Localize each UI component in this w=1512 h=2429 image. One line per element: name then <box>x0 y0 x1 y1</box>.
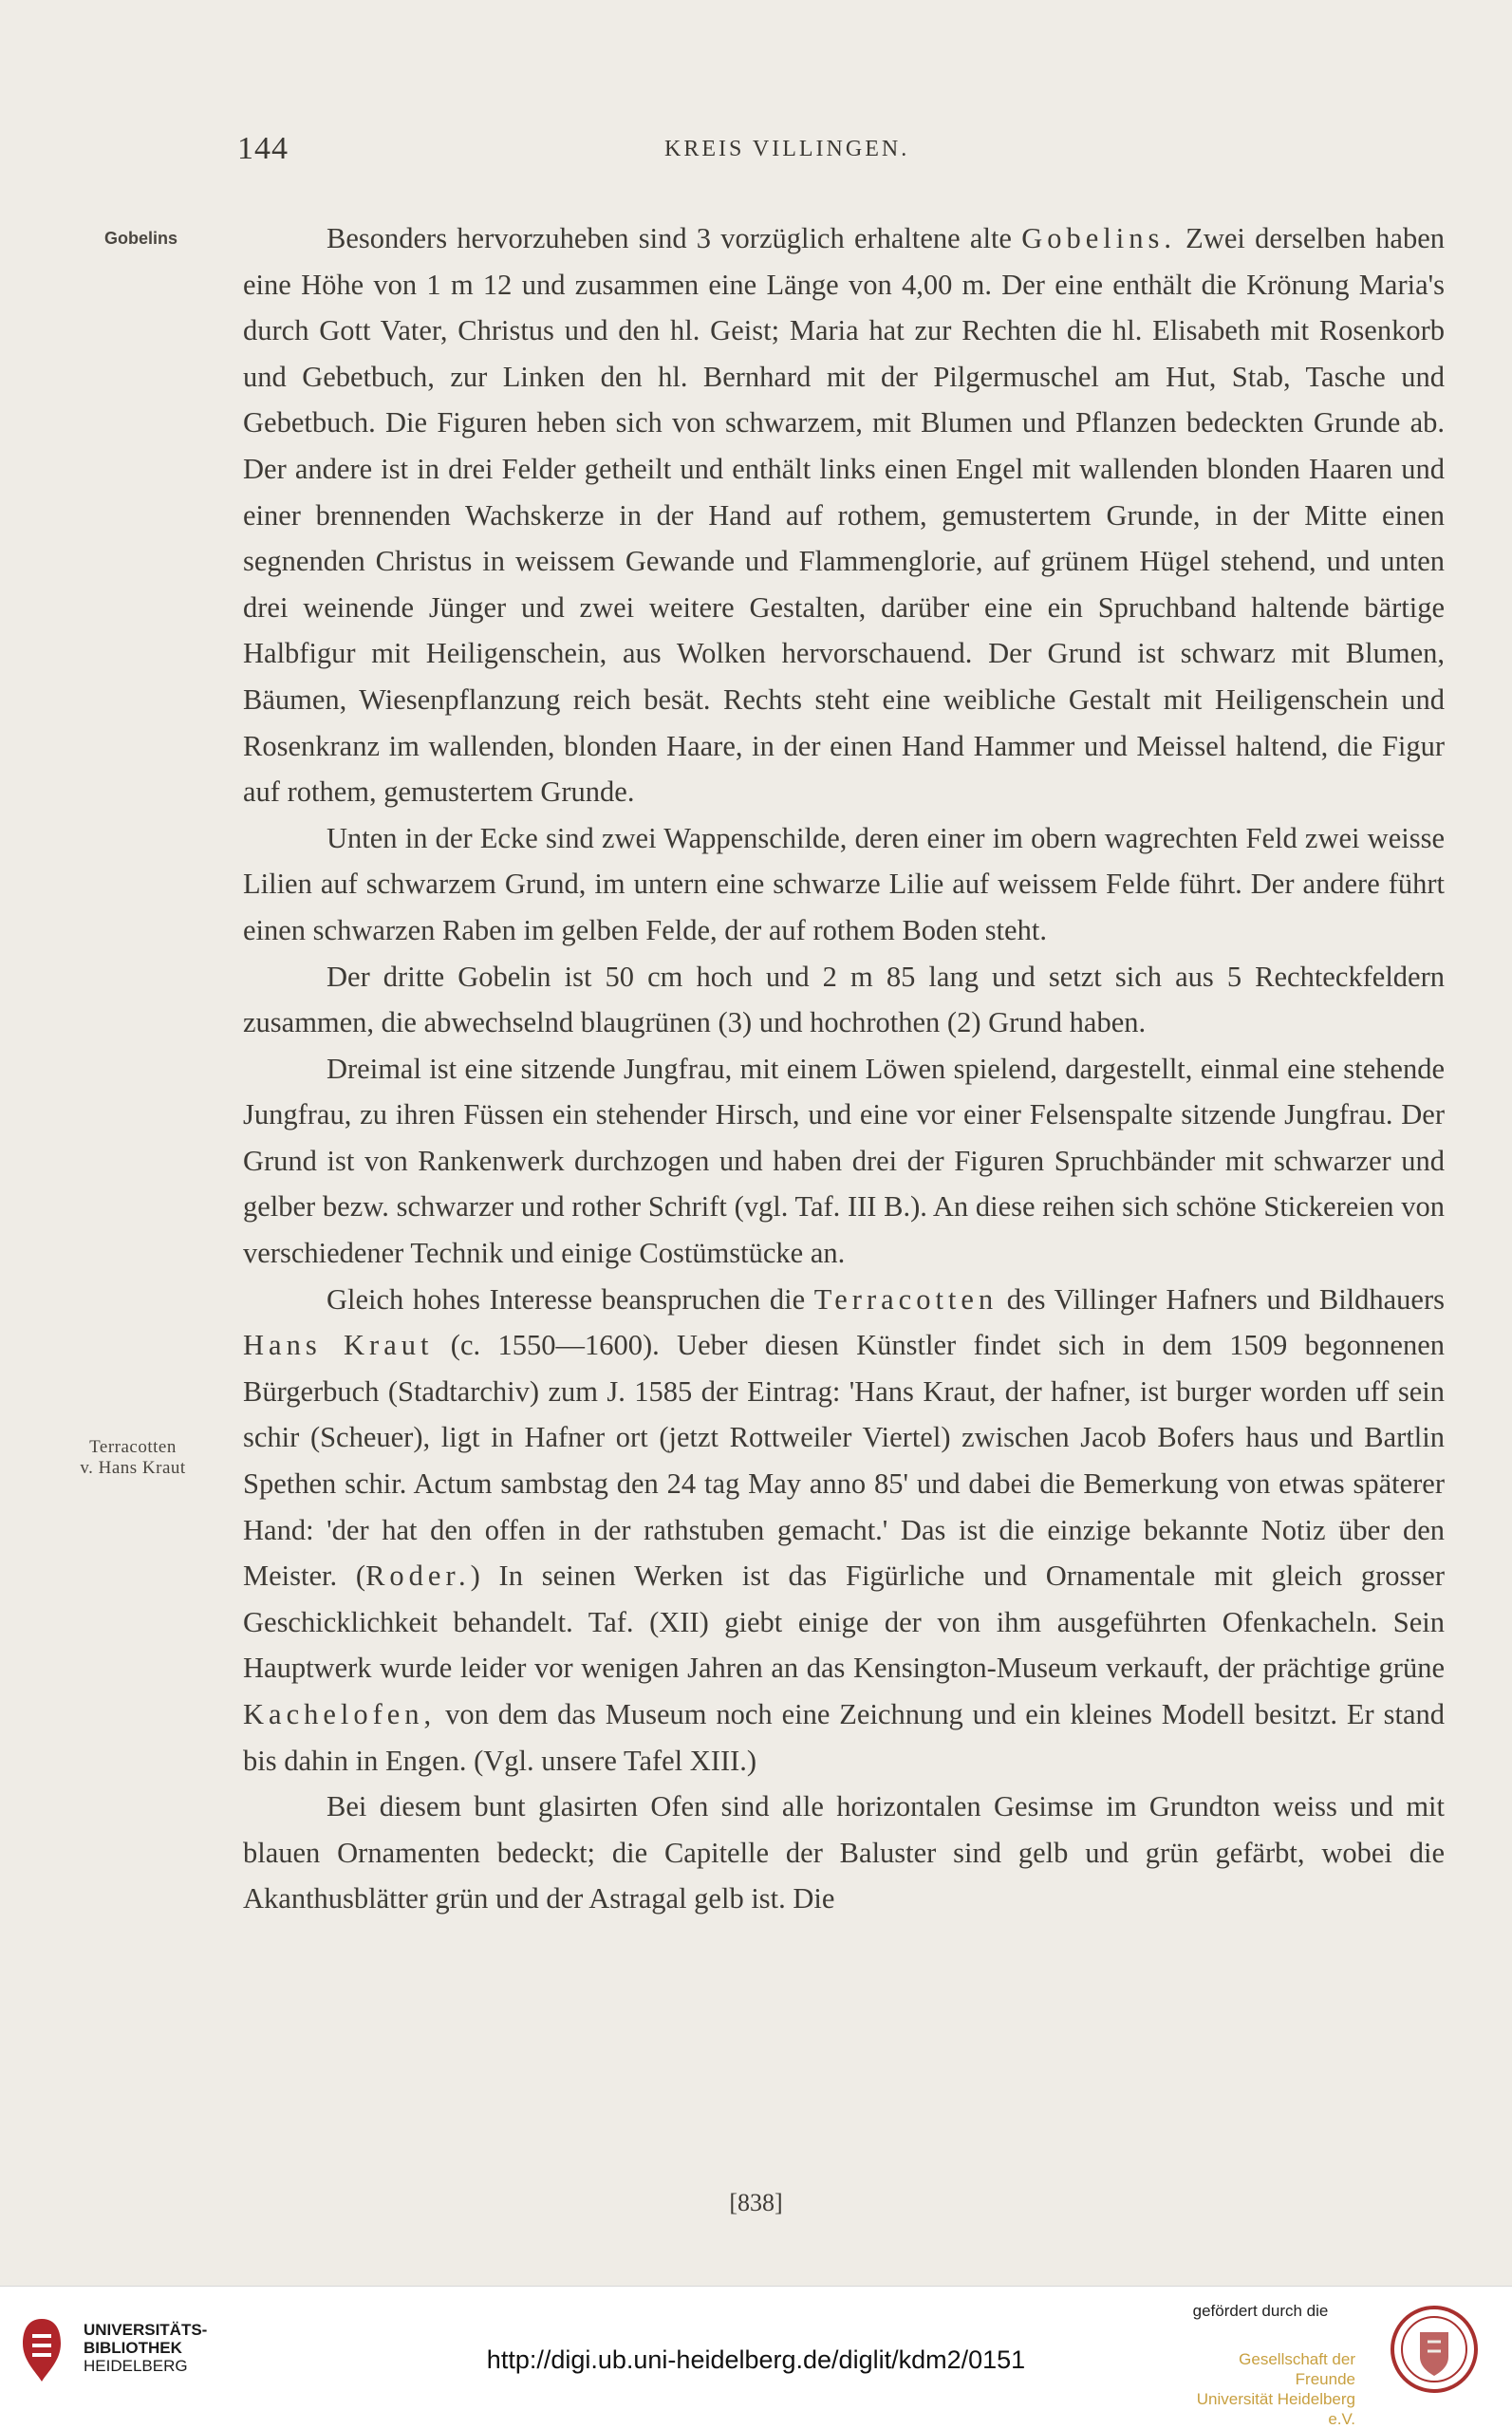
text-run: Besonders hervorzuheben sind 3 vorzüglich erhaltene alte <box>327 222 1022 254</box>
margin-note-terracotten <box>38 1437 228 1479</box>
paragraph-wappenschilde: Unten in der Ecke sind zwei Wappenschilde, deren einer im obern wagrechten Feld zwei weisse Lilien auf schwarzem Grund, im untern eine schwarze Lilie auf weissem Felde führt. Der andere führt einen schwarzen Raben im gelben Felde, der auf rothem Boden steht. <box>243 821 1445 946</box>
paragraph-terracotten <box>243 1277 1445 1784</box>
text-run: des Villinger Hafners und Bildhauers <box>998 1282 1445 1316</box>
margin-note-terracotten-line1: Terracotten <box>89 1437 177 1457</box>
text-run: Gleich hohes Interesse beanspruchen die <box>327 1282 814 1316</box>
sheet-number: [838] <box>729 2189 783 2216</box>
body-text <box>243 215 1445 1922</box>
margin-note-terracotten-line2: v. Hans Kraut <box>80 1458 186 1478</box>
text-run: (c. 1550—1600). Ueber diesen Künstler findet sich in dem 1509 begonnenen Bürgerbuch (Stadtarchiv) zum J. 1585 der Eintrag: 'Hans Kraut, der hafner, ist burger worden uff sein schir (Scheuer), ligt in Hafner ort (jetzt Rottweiler Viertel) zwischen Jacob Bofers haus und Bartlin Spethen schir. Actum sambstag den 24 tag May anno 85' und dabei die Bemerkung von etwas späterer Hand: 'der hat den offen in der rathstuben gemacht.' Das ist die einzige bekannte Notiz über den Meister. ( <box>243 1329 1445 1593</box>
library-name-line2: BIBLIOTHEK <box>84 2339 182 2357</box>
footer-bar <box>0 2286 1512 2428</box>
text-run: ) In seinen Werken ist das Figürliche und Ornamentale mit gleich grosser Geschicklichkeit behandelt. Taf. (XII) giebt einige der von ihm ausgeführten Ofenkacheln. Sein Hauptwerk wurde leider vor wenigen Jahren an das Kensington-Museum verkauft, der prächtige grüne <box>243 1560 1445 1685</box>
spaced-term: Roder. <box>365 1560 471 1593</box>
running-head: KREIS VILLINGEN. <box>664 137 910 161</box>
page-number: 144 <box>237 131 289 166</box>
library-name-line1: UNIVERSITÄTS- <box>84 2321 208 2339</box>
paragraph-dritte-gobelin: Der dritte Gobelin ist 50 cm hoch und 2 m 85 lang und setzt sich aus 5 Rechteckfeldern zusammen, die abwechselnd blaugrünen (3) und hochrothen (2) Grund haben. <box>243 960 1445 1039</box>
text-run: von dem das Museum noch eine Zeichnung und ein kleines Modell besitzt. Er stand bis dahin in Engen. (Vgl. unsere Tafel XIII.) <box>243 1698 1445 1777</box>
paragraph-gobelins <box>243 215 1445 815</box>
paragraph-ofen: Bei diesem bunt glasirten Ofen sind alle horizontalen Gesimse im Grundton weiss und mit blauen Ornamenten bedeckt; die Capitelle der Baluster sind gelb und grün gefärbt, wobei die Akanthusblätter grün und der Astragal gelb ist. Die <box>243 1790 1445 1915</box>
sponsor-name-line1: Gesellschaft der Freunde <box>1239 2350 1355 2388</box>
sponsor-name <box>1175 2349 1355 2429</box>
margin-note-gobelins: Gobelins <box>104 229 178 248</box>
permalink-url[interactable]: http://digi.ub.uni-heidelberg.de/diglit/kdm2/0151 <box>486 2345 1026 2374</box>
text-run: Zwei derselben haben eine Höhe von 1 m 12 und zusammen eine Länge von 4,00 m. Der eine enthält die Krönung Maria's durch Gott Vater, Christus und den hl. Geist; Maria hat zur Rechten die hl. Elisabeth mit Rosenkorb und Gebetbuch, zur Linken den hl. Bernhard mit der Pilgermuschel am Hut, Stab, Tasche und Gebetbuch. Die Figuren heben sich von schwarzem, mit Blumen und Pflanzen bedeckten Grunde ab. Der andere ist in drei Felder getheilt und enthält links einen Engel mit wallenden blonden Haaren und einer brennenden Wachskerze in der Hand auf rothem, gemustertem Grunde, in der Mitte einen segnenden Christus in weissem Gewande und Flammenglorie, auf grünem Hügel stehend, und unten drei weinende Jünger und zwei weitere Gestalten, darüber eine ein Spruchband haltende bärtige Halbfigur mit Heiligenschein, aus Wolken hervorschauend. Der Grund ist schwarz mit Blumen, Bäumen, Wiesenpflanzung reich besät. Rechts steht eine weibliche Gestalt mit Heiligenschein und Rosenkranz im wallenden, blonden Haare, in der einen Hand Hammer und Meissel haltend, die Figur auf rothem, gemustertem Grunde. <box>243 222 1445 809</box>
sponsor-label: gefördert durch die <box>1192 2302 1329 2320</box>
sponsor-name-line2: Universität Heidelberg e.V. <box>1196 2390 1355 2428</box>
spaced-term: Hans Kraut <box>243 1329 434 1362</box>
paragraph-jungfrau: Dreimal ist eine sitzende Jungfrau, mit einem Löwen spielend, dargestellt, einmal eine stehende Jungfrau, zu ihren Füssen ein stehender Hirsch, und eine vor einer Felsenspalte sitzende Jungfrau. Der Grund ist von Rankenwerk durchzogen und haben drei der Figuren Spruchbänder mit schwarzer und gelber bezw. schwarzer und rother Schrift (vgl. Taf. III B.). An diese reihen sich schöne Stickereien von verschiedener Technik und einige Costümstücke an. <box>243 1052 1445 1270</box>
university-seal-icon <box>1374 2304 1494 2395</box>
spaced-term: Gobelins. <box>1021 222 1176 254</box>
library-name-line3: HEIDELBERG <box>84 2357 188 2375</box>
spaced-term: Kachelofen, <box>243 1698 437 1730</box>
spaced-term: Terracotten <box>813 1282 999 1316</box>
